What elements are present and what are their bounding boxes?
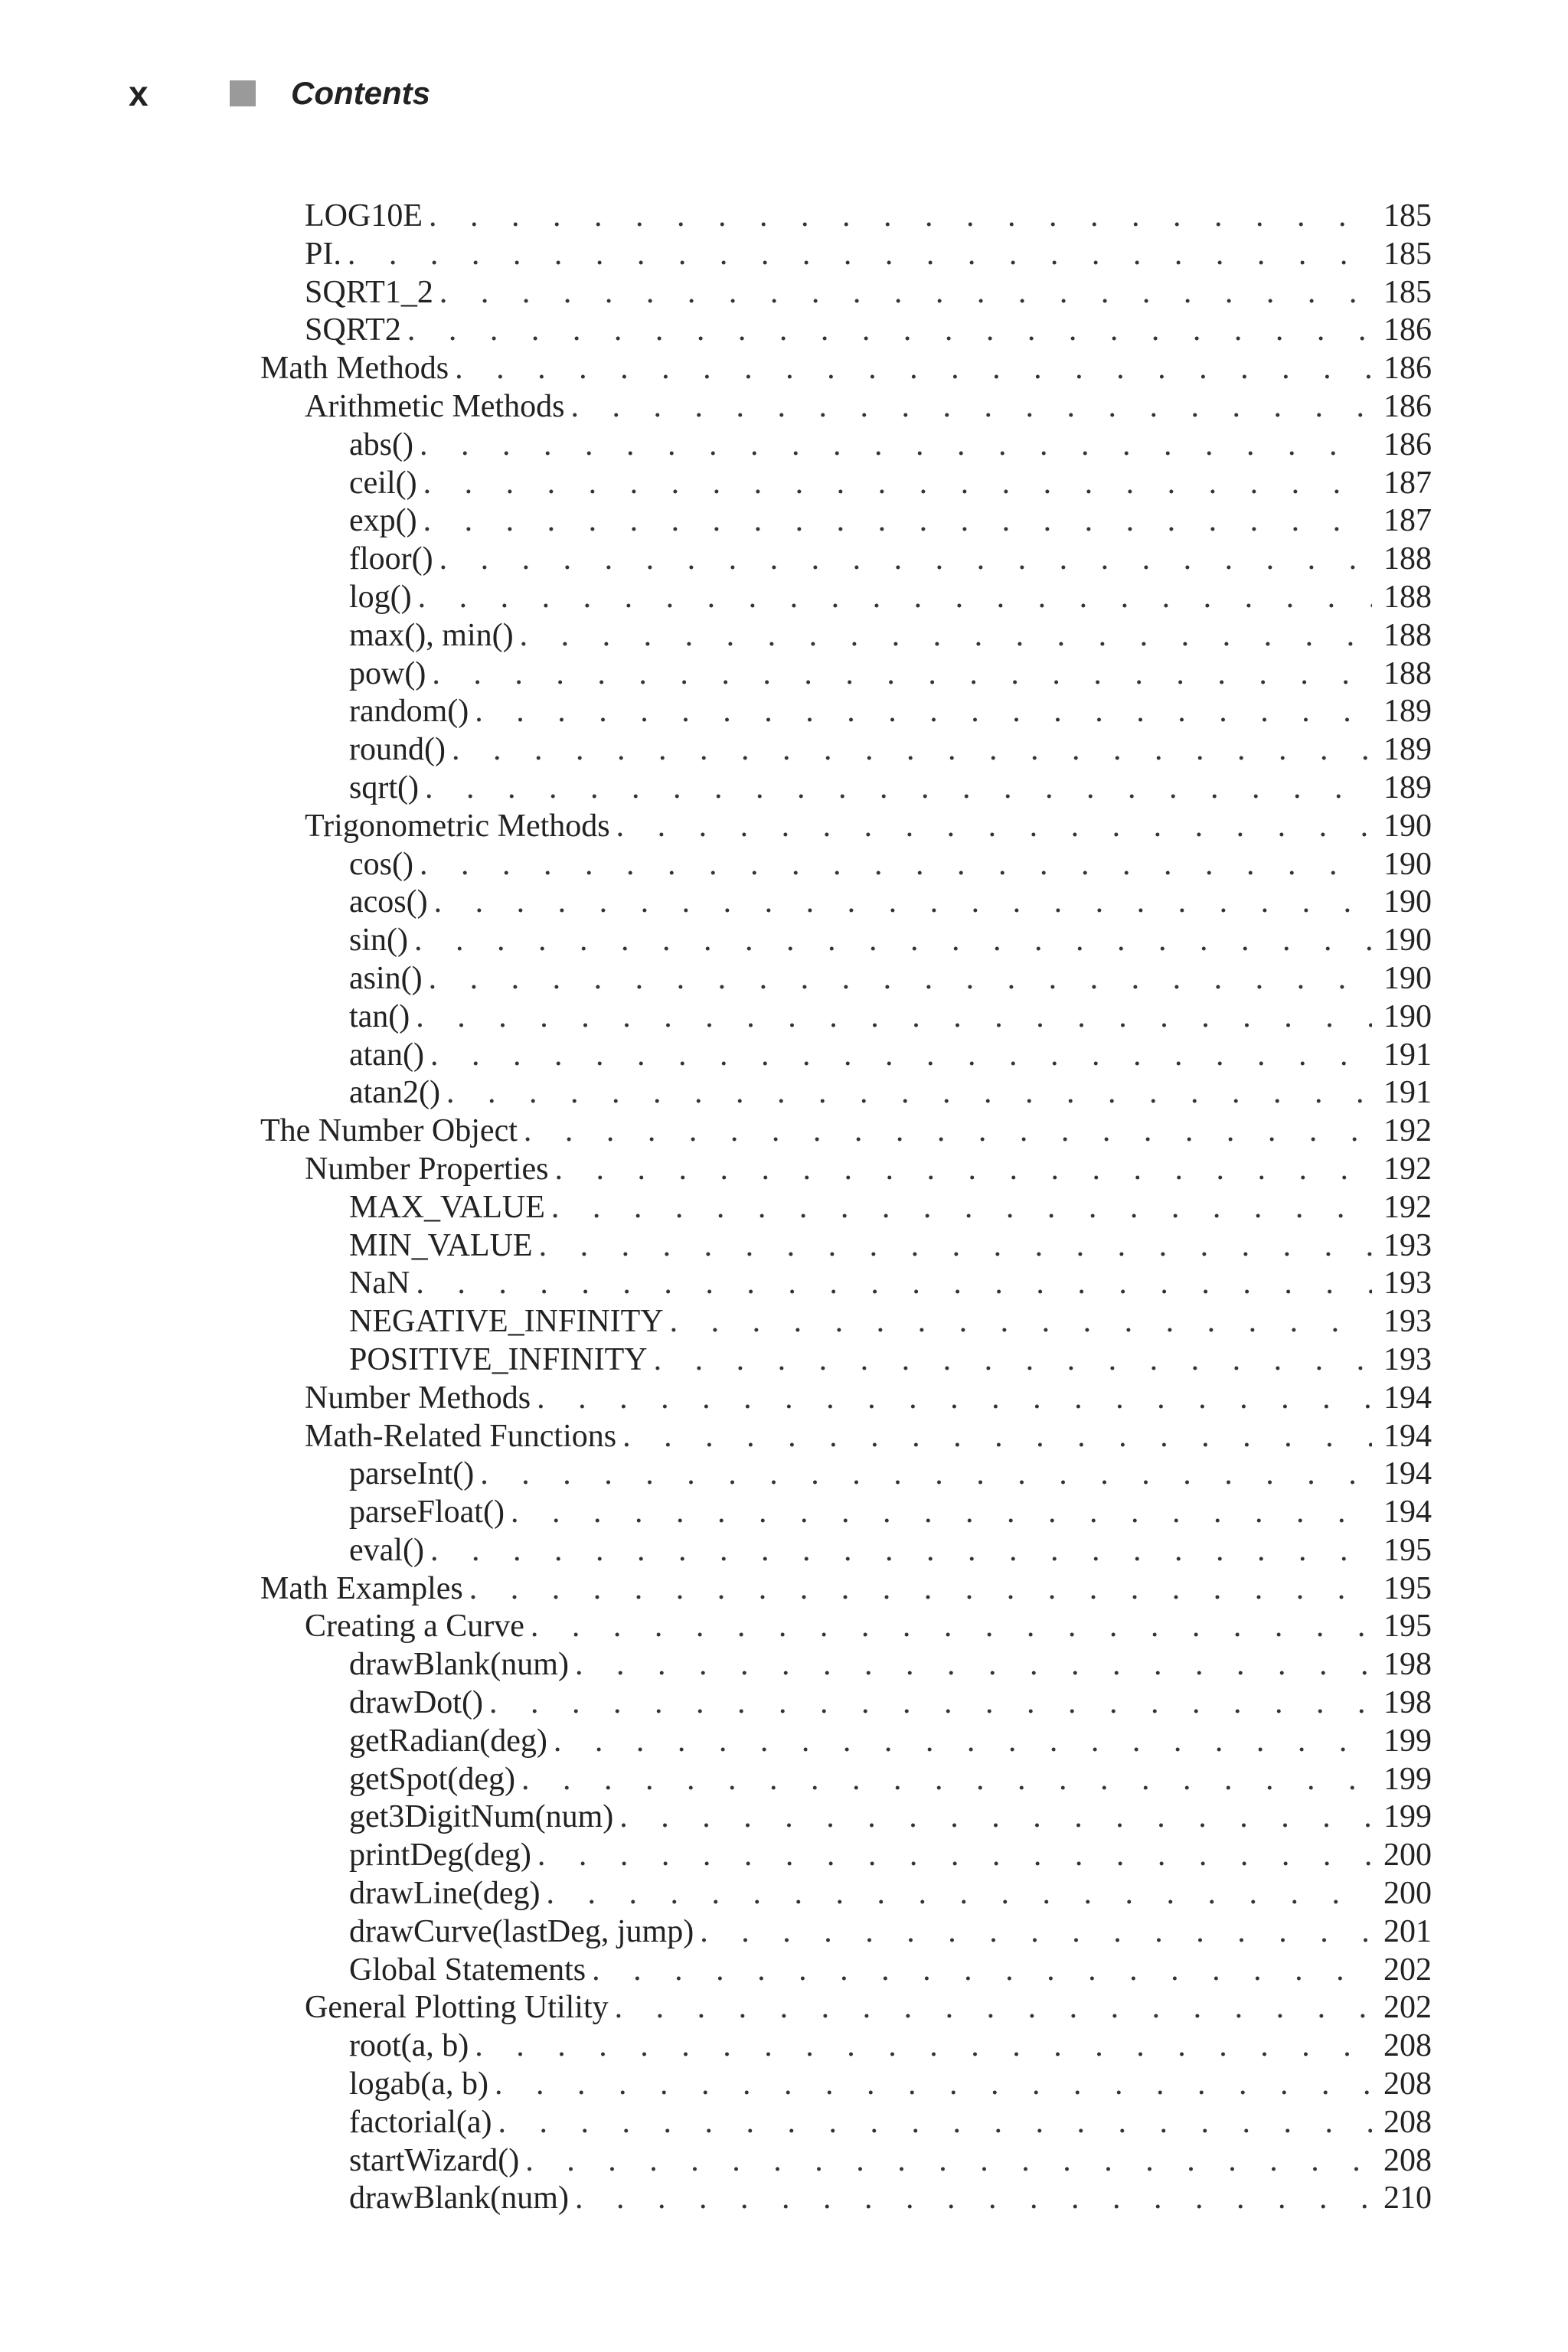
toc-entry-title: log(): [349, 579, 412, 615]
dot-leader: [420, 846, 1372, 884]
toc-entry: [260, 846, 1432, 884]
toc-entry-page: 201: [1383, 1913, 1432, 1949]
toc-entry-title: atan2(): [349, 1075, 440, 1111]
dot-leader: [432, 655, 1372, 694]
dot-leader: [348, 236, 1372, 274]
toc-entry-page: 199: [1383, 1799, 1432, 1835]
toc-entry-page: 200: [1383, 1876, 1432, 1912]
toc-entry-title: ceil(): [349, 465, 417, 501]
toc-entry: [260, 1418, 1432, 1456]
toc-entry: [260, 1151, 1432, 1189]
dot-leader: [700, 1913, 1372, 1952]
toc-entry: [260, 1380, 1432, 1418]
toc-entry-page: 187: [1383, 465, 1432, 501]
toc-entry-page: 208: [1383, 2028, 1432, 2064]
toc-entry-title: Math Methods: [260, 351, 449, 387]
toc-entry-page: 190: [1383, 923, 1432, 959]
toc-entry-page: 194: [1383, 1418, 1432, 1454]
toc-entry-page: 191: [1383, 1037, 1432, 1073]
toc-entry-page: 193: [1383, 1304, 1432, 1340]
dot-leader: [439, 541, 1372, 579]
toc-entry: [260, 350, 1432, 388]
toc-entry-page: 202: [1383, 1990, 1432, 2026]
toc-entry: [260, 2104, 1432, 2142]
dot-leader: [414, 922, 1372, 960]
toc-entry: [260, 731, 1432, 769]
toc-entry-title: tan(): [349, 998, 410, 1034]
dot-leader: [430, 1037, 1372, 1075]
dot-leader: [446, 1074, 1372, 1112]
toc-entry-title: eval(): [349, 1532, 424, 1568]
toc-entry-title: drawCurve(lastDeg, jump): [349, 1913, 694, 1949]
toc-entry: [260, 388, 1432, 426]
dot-leader: [475, 2027, 1372, 2066]
dot-leader: [616, 808, 1372, 846]
dot-leader: [434, 884, 1372, 922]
toc-entry: [260, 236, 1432, 274]
toc-entry-title: NaN: [349, 1266, 410, 1302]
dot-leader: [430, 1532, 1372, 1570]
toc-entry-page: 185: [1383, 274, 1432, 310]
toc-entry: [260, 541, 1432, 579]
toc-entry-title: Number Properties: [305, 1151, 549, 1187]
dot-leader: [489, 1684, 1372, 1723]
toc-entry-title: POSITIVE_INFINITY: [349, 1341, 648, 1377]
toc-entry: [260, 769, 1432, 808]
toc-entry: [260, 655, 1432, 694]
dot-leader: [495, 2066, 1372, 2104]
toc-entry-title: getRadian(deg): [349, 1723, 547, 1759]
toc-entry-title: getSpot(deg): [349, 1761, 515, 1797]
toc-entry: [260, 465, 1432, 503]
toc-entry-page: 192: [1383, 1151, 1432, 1187]
toc-entry: [260, 1494, 1432, 1532]
dot-leader: [615, 1989, 1372, 2027]
toc-entry-title: drawBlank(num): [349, 1647, 569, 1683]
toc-entry: [260, 1265, 1432, 1303]
toc-entry: [260, 1875, 1432, 1913]
toc-entry-page: 208: [1383, 2104, 1432, 2140]
toc-entry-title: SQRT1_2: [305, 274, 433, 310]
toc-entry-page: 190: [1383, 998, 1432, 1034]
dot-leader: [469, 1570, 1372, 1609]
toc-entry-title: SQRT2: [305, 312, 401, 348]
toc-entry-page: 195: [1383, 1570, 1432, 1606]
toc-entry-title: random(): [349, 694, 469, 730]
dot-leader: [525, 2142, 1372, 2180]
toc-entry-title: exp(): [349, 503, 417, 539]
dot-leader: [521, 1761, 1372, 1799]
dot-leader: [547, 1875, 1372, 1913]
toc-entry: [260, 579, 1432, 617]
toc-entry-title: acos(): [349, 884, 428, 920]
toc-entry-title: get3DigitNum(num): [349, 1799, 614, 1835]
toc-entry-title: round(): [349, 732, 446, 768]
toc-entry: [260, 1532, 1432, 1570]
dot-leader: [619, 1798, 1372, 1837]
toc-entry-title: sqrt(): [349, 769, 419, 805]
toc-entry: [260, 502, 1432, 541]
toc-entry-page: 185: [1383, 198, 1432, 234]
dot-leader: [531, 1608, 1372, 1646]
toc-entry-page: 189: [1383, 769, 1432, 805]
toc-entry: [260, 2027, 1432, 2066]
toc-entry: [260, 198, 1432, 236]
toc-entry: [260, 922, 1432, 960]
toc-entry-title: Math-Related Functions: [305, 1418, 617, 1454]
toc-entry: [260, 1837, 1432, 1875]
dot-leader: [425, 769, 1372, 808]
toc-entry-page: 193: [1383, 1227, 1432, 1263]
toc-entry-page: 186: [1383, 351, 1432, 387]
toc-entry-title: printDeg(deg): [349, 1838, 531, 1873]
toc-entry: [260, 1798, 1432, 1837]
toc-entry-page: 194: [1383, 1494, 1432, 1530]
dot-leader: [416, 998, 1372, 1037]
dot-leader: [654, 1341, 1372, 1380]
dot-leader: [524, 1112, 1372, 1151]
toc-entry-page: 195: [1383, 1532, 1432, 1568]
page-number: x: [129, 74, 149, 113]
toc-entry-title: cos(): [349, 846, 413, 882]
toc-entry-title: asin(): [349, 960, 423, 996]
toc-entry-page: 200: [1383, 1838, 1432, 1873]
toc-entry-title: drawDot(): [349, 1685, 483, 1721]
toc-entry-title: LOG10E: [305, 198, 423, 234]
toc-entry: [260, 1723, 1432, 1761]
toc-entry-page: 188: [1383, 579, 1432, 615]
toc-entry: [260, 2180, 1432, 2218]
toc-entry: [260, 1952, 1432, 1990]
toc-entry-title: Global Statements: [349, 1952, 586, 1988]
toc-entry: [260, 1112, 1432, 1151]
dot-leader: [622, 1418, 1372, 1456]
dot-leader: [551, 1189, 1372, 1227]
toc-entry-page: 208: [1383, 2142, 1432, 2178]
toc-entry-page: 193: [1383, 1266, 1432, 1302]
toc-entry: [260, 960, 1432, 998]
toc-entry: [260, 1989, 1432, 2027]
toc-entry-page: 192: [1383, 1113, 1432, 1149]
dot-leader: [452, 731, 1372, 769]
table-of-contents: [260, 198, 1432, 2218]
toc-entry-title: sin(): [349, 923, 408, 959]
toc-entry-page: 191: [1383, 1075, 1432, 1111]
toc-entry-page: 194: [1383, 1456, 1432, 1492]
toc-entry: [260, 693, 1432, 731]
toc-entry-page: 190: [1383, 808, 1432, 844]
toc-entry: [260, 1913, 1432, 1952]
toc-entry-page: 198: [1383, 1647, 1432, 1683]
toc-entry: [260, 1761, 1432, 1799]
toc-entry-page: 188: [1383, 617, 1432, 653]
dot-leader: [480, 1455, 1372, 1494]
toc-entry-page: 190: [1383, 884, 1432, 920]
dot-leader: [511, 1494, 1372, 1532]
dot-leader: [498, 2104, 1372, 2142]
dot-leader: [423, 502, 1372, 541]
dot-leader: [539, 1227, 1372, 1266]
toc-entry-title: factorial(a): [349, 2104, 492, 2140]
toc-entry-title: MIN_VALUE: [349, 1227, 533, 1263]
dot-leader: [475, 693, 1372, 731]
toc-entry-title: The Number Object: [260, 1113, 518, 1149]
dot-leader: [537, 1380, 1372, 1418]
toc-entry-title: Number Methods: [305, 1380, 531, 1416]
toc-entry-page: 189: [1383, 732, 1432, 768]
toc-entry-page: 187: [1383, 503, 1432, 539]
toc-entry-title: parseFloat(): [349, 1494, 505, 1530]
toc-entry-title: logab(a, b): [349, 2066, 488, 2102]
dot-leader: [420, 426, 1372, 465]
toc-entry-page: 185: [1383, 236, 1432, 272]
toc-entry: [260, 2066, 1432, 2104]
toc-entry-page: 192: [1383, 1189, 1432, 1225]
toc-entry-title: Creating a Curve: [305, 1609, 524, 1645]
toc-entry-title: root(a, b): [349, 2028, 469, 2064]
toc-entry-title: floor(): [349, 541, 433, 577]
toc-entry-page: 189: [1383, 694, 1432, 730]
dot-leader: [670, 1303, 1372, 1341]
dot-leader: [429, 960, 1372, 998]
toc-entry-page: 186: [1383, 426, 1432, 462]
dot-leader: [439, 274, 1372, 312]
page-header: [129, 70, 430, 116]
toc-entry-page: 210: [1383, 2180, 1432, 2216]
toc-entry-title: General Plotting Utility: [305, 1990, 609, 2026]
dot-leader: [423, 465, 1372, 503]
toc-entry: [260, 1227, 1432, 1266]
toc-entry-page: 190: [1383, 846, 1432, 882]
toc-entry: [260, 1074, 1432, 1112]
toc-entry: [260, 1608, 1432, 1646]
toc-entry: [260, 312, 1432, 350]
toc-entry: [260, 2142, 1432, 2180]
toc-entry: [260, 426, 1432, 465]
toc-entry: [260, 1037, 1432, 1075]
toc-entry-title: startWizard(): [349, 2142, 520, 2178]
dot-leader: [416, 1265, 1372, 1303]
toc-entry-title: parseInt(): [349, 1456, 475, 1492]
dot-leader: [570, 388, 1372, 426]
toc-entry: [260, 808, 1432, 846]
toc-entry: [260, 1303, 1432, 1341]
toc-entry-title: abs(): [349, 426, 413, 462]
toc-entry: [260, 998, 1432, 1037]
dot-leader: [537, 1837, 1372, 1875]
toc-entry-title: drawBlank(num): [349, 2180, 569, 2216]
toc-entry: [260, 1341, 1432, 1380]
section-title: Contents: [291, 75, 430, 111]
dot-leader: [575, 2180, 1372, 2218]
toc-entry-title: drawLine(deg): [349, 1876, 541, 1912]
dot-leader: [429, 198, 1372, 236]
dot-leader: [520, 617, 1372, 655]
toc-entry-title: Arithmetic Methods: [305, 388, 565, 424]
toc-entry-title: atan(): [349, 1037, 424, 1073]
toc-entry-page: 199: [1383, 1723, 1432, 1759]
dot-leader: [592, 1952, 1372, 1990]
toc-entry: [260, 1189, 1432, 1227]
header-square-ornament: [230, 80, 256, 106]
toc-entry-title: NEGATIVE_INFINITY: [349, 1304, 664, 1340]
toc-entry-page: 198: [1383, 1685, 1432, 1721]
dot-leader: [455, 350, 1372, 388]
toc-entry-page: 186: [1383, 388, 1432, 424]
toc-entry-page: 193: [1383, 1341, 1432, 1377]
toc-entry: [260, 1684, 1432, 1723]
toc-entry-page: 199: [1383, 1761, 1432, 1797]
toc-entry-title: max(), min(): [349, 617, 514, 653]
toc-entry: [260, 617, 1432, 655]
toc-entry: [260, 1455, 1432, 1494]
toc-entry: [260, 884, 1432, 922]
toc-entry-page: 190: [1383, 960, 1432, 996]
dot-leader: [418, 579, 1372, 617]
toc-entry-page: 194: [1383, 1380, 1432, 1416]
toc-entry: [260, 1570, 1432, 1609]
toc-entry: [260, 274, 1432, 312]
dot-leader: [407, 312, 1372, 350]
toc-entry-title: PI.: [305, 236, 341, 272]
toc-entry-page: 195: [1383, 1609, 1432, 1645]
dot-leader: [554, 1151, 1372, 1189]
toc-entry-title: Trigonometric Methods: [305, 808, 610, 844]
toc-entry-title: pow(): [349, 655, 426, 691]
toc-entry-page: 186: [1383, 312, 1432, 348]
toc-entry-title: Math Examples: [260, 1570, 463, 1606]
toc-entry-page: 208: [1383, 2066, 1432, 2102]
toc-entry-page: 202: [1383, 1952, 1432, 1988]
dot-leader: [554, 1723, 1372, 1761]
toc-entry: [260, 1646, 1432, 1684]
toc-entry-page: 188: [1383, 655, 1432, 691]
toc-entry-title: MAX_VALUE: [349, 1189, 545, 1225]
toc-entry-page: 188: [1383, 541, 1432, 577]
dot-leader: [575, 1646, 1372, 1684]
